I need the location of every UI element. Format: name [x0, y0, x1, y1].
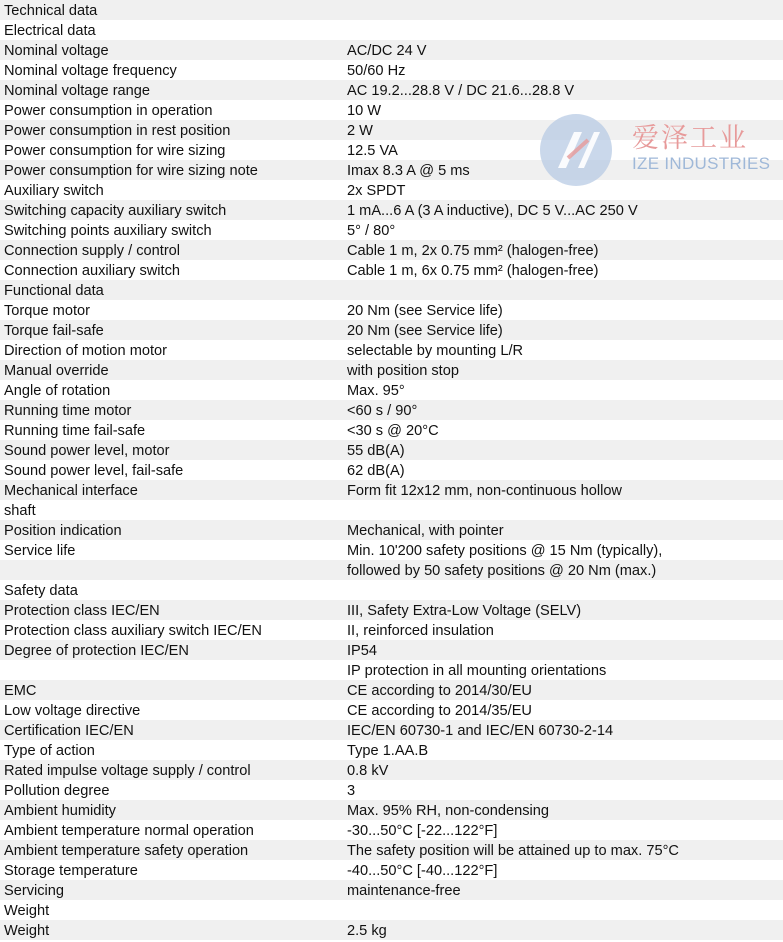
- property-label: Servicing: [4, 883, 65, 899]
- property-label: Certification IEC/EN: [4, 723, 134, 739]
- table-row: [0, 320, 783, 340]
- property-label: Weight: [4, 923, 50, 939]
- table-row: [0, 700, 783, 720]
- property-label: Manual override: [4, 363, 109, 379]
- ize-logo-icon: [538, 110, 618, 190]
- property-value: Cable 1 m, 2x 0.75 mm² (halogen-free): [347, 243, 599, 259]
- property-label: Direction of motion motor: [4, 343, 168, 359]
- property-label: Torque fail-safe: [4, 323, 104, 339]
- property-label: Angle of rotation: [4, 383, 111, 399]
- property-value: III, Safety Extra-Low Voltage (SELV): [347, 603, 582, 619]
- table-row: [0, 800, 783, 820]
- property-value: 2 W: [347, 123, 373, 139]
- table-row: [0, 360, 783, 380]
- property-label: Switching capacity auxiliary switch: [4, 203, 227, 219]
- table-row: [0, 40, 783, 60]
- table-row: [0, 580, 783, 600]
- property-label: Connection supply / control: [4, 243, 181, 259]
- table-row: [0, 260, 783, 280]
- property-value: 50/60 Hz: [347, 63, 406, 79]
- table-row: [0, 200, 783, 220]
- property-label: Mechanical interface: [4, 483, 138, 499]
- table-row: [0, 840, 783, 860]
- property-label: Storage temperature: [4, 863, 138, 879]
- table-row: [0, 500, 783, 520]
- property-value: 1 mA...6 A (3 A inductive), DC 5 V...AC 250 V: [347, 203, 638, 219]
- property-label: Low voltage directive: [4, 703, 141, 719]
- table-row: [0, 300, 783, 320]
- table-row: [0, 600, 783, 620]
- property-value: AC 19.2...28.8 V / DC 21.6...28.8 V: [347, 83, 575, 99]
- property-label: Protection class IEC/EN: [4, 603, 160, 619]
- table-row: [0, 0, 783, 20]
- property-value: Cable 1 m, 6x 0.75 mm² (halogen-free): [347, 263, 599, 279]
- property-value: IP protection in all mounting orientations: [347, 663, 607, 679]
- property-value: 2x SPDT: [347, 183, 406, 199]
- property-value: with position stop: [347, 363, 459, 379]
- property-label: Nominal voltage: [4, 43, 109, 59]
- property-value: Max. 95°: [347, 383, 405, 399]
- property-label: Ambient temperature safety operation: [4, 843, 249, 859]
- property-label: Sound power level, motor: [4, 443, 170, 459]
- property-label: Functional data: [4, 283, 104, 299]
- property-label: Nominal voltage frequency: [4, 63, 177, 79]
- table-row: [0, 920, 783, 940]
- property-value: 55 dB(A): [347, 443, 405, 459]
- property-label: Degree of protection IEC/EN: [4, 643, 189, 659]
- table-row: [0, 280, 783, 300]
- property-label: Weight: [4, 903, 50, 919]
- watermark-chinese-text: 爱泽工业: [632, 123, 748, 154]
- table-row: [0, 560, 783, 580]
- property-value: -40...50°C [-40...122°F]: [347, 863, 498, 879]
- table-row: [0, 860, 783, 880]
- property-value: <30 s @ 20°C: [347, 423, 439, 439]
- property-value: Max. 95% RH, non-condensing: [347, 803, 549, 819]
- property-label: Pollution degree: [4, 783, 110, 799]
- table-row: [0, 380, 783, 400]
- property-label: Sound power level, fail-safe: [4, 463, 184, 479]
- property-label: EMC: [4, 683, 37, 699]
- property-value: Form fit 12x12 mm, non-continuous hollow: [347, 483, 622, 499]
- property-value: AC/DC 24 V: [347, 43, 427, 59]
- property-label: Position indication: [4, 523, 122, 539]
- table-row: [0, 880, 783, 900]
- property-label: shaft: [4, 503, 36, 519]
- table-row: [0, 740, 783, 760]
- property-label: Type of action: [4, 743, 95, 759]
- property-label: Power consumption for wire sizing note: [4, 163, 258, 179]
- property-value: 20 Nm (see Service life): [347, 323, 503, 339]
- property-value: 0.8 kV: [347, 763, 389, 779]
- property-value: maintenance-free: [347, 883, 461, 899]
- property-value: 62 dB(A): [347, 463, 405, 479]
- property-value: IEC/EN 60730-1 and IEC/EN 60730-2-14: [347, 723, 614, 739]
- property-label: Power consumption for wire sizing: [4, 143, 226, 159]
- property-label: Service life: [4, 543, 76, 559]
- table-row: [0, 60, 783, 80]
- table-row: [0, 660, 783, 680]
- property-value: Imax 8.3 A @ 5 ms: [347, 163, 470, 179]
- table-row: [0, 780, 783, 800]
- property-label: Safety data: [4, 583, 78, 599]
- property-value: Min. 10'200 safety positions @ 15 Nm (typically),: [347, 543, 663, 559]
- table-row: [0, 80, 783, 100]
- table-row: [0, 440, 783, 460]
- property-label: Ambient temperature normal operation: [4, 823, 254, 839]
- table-row: [0, 540, 783, 560]
- property-value: CE according to 2014/30/EU: [347, 683, 532, 699]
- property-label: Power consumption in operation: [4, 103, 213, 119]
- property-value: Mechanical, with pointer: [347, 523, 504, 539]
- table-row: [0, 900, 783, 920]
- property-label: Ambient humidity: [4, 803, 116, 819]
- table-row: [0, 680, 783, 700]
- property-label: Electrical data: [4, 23, 96, 39]
- property-label: Protection class auxiliary switch IEC/EN: [4, 623, 262, 639]
- property-value: 2.5 kg: [347, 923, 387, 939]
- property-label: Connection auxiliary switch: [4, 263, 181, 279]
- property-value: 12.5 VA: [347, 143, 398, 159]
- table-row: [0, 720, 783, 740]
- table-row: [0, 760, 783, 780]
- property-label: Auxiliary switch: [4, 183, 104, 199]
- property-label: Torque motor: [4, 303, 90, 319]
- property-label: Technical data: [4, 3, 98, 19]
- property-value: 10 W: [347, 103, 382, 119]
- property-label: Power consumption in rest position: [4, 123, 231, 139]
- property-label: Nominal voltage range: [4, 83, 151, 99]
- table-row: [0, 820, 783, 840]
- property-label: Running time fail-safe: [4, 423, 146, 439]
- property-value: CE according to 2014/35/EU: [347, 703, 532, 719]
- table-row: [0, 480, 783, 500]
- property-value: selectable by mounting L/R: [347, 343, 524, 359]
- table-row: [0, 400, 783, 420]
- property-value: 5° / 80°: [347, 223, 396, 239]
- property-value: <60 s / 90°: [347, 403, 418, 419]
- property-value: 20 Nm (see Service life): [347, 303, 503, 319]
- table-row: [0, 520, 783, 540]
- watermark-logo: [538, 110, 771, 190]
- property-value: -30...50°C [-22...122°F]: [347, 823, 498, 839]
- property-value: followed by 50 safety positions @ 20 Nm (max.): [347, 563, 657, 579]
- table-row: [0, 620, 783, 640]
- table-row: [0, 420, 783, 440]
- property-value: IP54: [347, 643, 378, 659]
- table-row: [0, 220, 783, 240]
- table-row: [0, 20, 783, 40]
- table-row: [0, 240, 783, 260]
- property-label: Rated impulse voltage supply / control: [4, 763, 251, 779]
- table-row: [0, 640, 783, 660]
- property-value: II, reinforced insulation: [347, 623, 494, 639]
- property-label: Switching points auxiliary switch: [4, 223, 212, 239]
- table-row: [0, 340, 783, 360]
- property-value: 3: [347, 783, 356, 799]
- property-label: Running time motor: [4, 403, 132, 419]
- table-row: [0, 460, 783, 480]
- property-value: Type 1.AA.B: [347, 743, 429, 759]
- property-value: The safety position will be attained up to max. 75°C: [347, 843, 679, 859]
- watermark-english-text: IZE INDUSTRIES: [632, 154, 771, 173]
